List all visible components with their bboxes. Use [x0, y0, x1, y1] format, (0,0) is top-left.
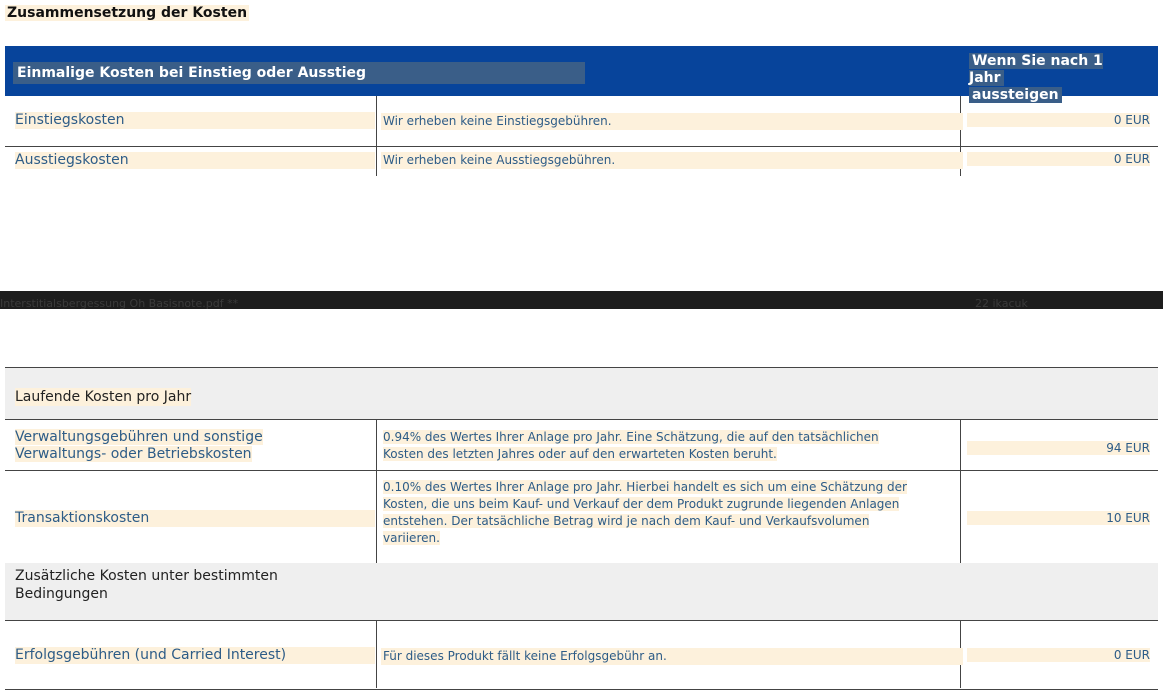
row-label-line1: Verwaltungsgebühren und sonstige	[15, 429, 263, 445]
table-row	[5, 620, 1158, 690]
desc-line: 0.10% des Wertes Ihrer Anlage pro Jahr. Hierbei handelt es sich um eine Schätzung der	[383, 480, 907, 494]
row-description: Wir erheben keine Ausstiegsgebühren.	[381, 152, 963, 169]
table-row	[5, 96, 1158, 147]
section-title: Laufende Kosten pro Jahr	[15, 389, 192, 405]
desc-line: Kosten, die uns beim Kauf- und Verkauf der dem Produkt zugrunde liegenden Anlagen	[383, 497, 900, 511]
header-label: Einmalige Kosten bei Einstieg oder Ausstieg	[13, 62, 585, 84]
row-description	[381, 479, 963, 547]
section-title-line2: Bedingungen	[15, 586, 108, 602]
row-amount: 94 EUR	[967, 441, 1150, 455]
table-row	[5, 470, 1158, 564]
viewer-page-info: 22 ikacuk	[975, 297, 1028, 309]
desc-line: Kosten des letzten Jahres oder auf den erwarteten Kosten beruht.	[383, 447, 777, 461]
row-label: Erfolgsgebühren (und Carried Interest)	[15, 647, 375, 664]
row-label: Transaktionskosten	[15, 510, 375, 527]
viewer-filename: Interstitialsbergessung Oh Basisnote.pdf **	[0, 297, 239, 309]
section-header	[5, 367, 1158, 420]
row-description	[381, 429, 963, 463]
header-column-line1: Wenn Sie nach 1 Jahr	[969, 53, 1103, 86]
desc-line: variieren.	[383, 531, 440, 545]
row-description: Wir erheben keine Einstiegsgebühren.	[381, 113, 963, 130]
row-amount: 0 EUR	[967, 113, 1150, 127]
row-label: Ausstiegskosten	[15, 152, 375, 169]
row-amount: 0 EUR	[967, 648, 1150, 662]
row-label	[15, 429, 375, 463]
row-amount: 0 EUR	[967, 152, 1150, 166]
section-title-line1: Zusätzliche Kosten unter bestimmten	[15, 568, 278, 584]
row-label: Einstiegskosten	[15, 112, 375, 129]
desc-line: entstehen. Der tatsächliche Betrag wird je nach dem Kauf- und Verkaufsvolumen	[383, 514, 870, 528]
row-description: Für dieses Produkt fällt keine Erfolgsgebühr an.	[381, 648, 963, 665]
page-title: Zusammensetzung der Kosten	[7, 5, 248, 21]
table-row	[5, 419, 1158, 471]
header-column-line2: aussteigen	[969, 87, 1062, 103]
table-header	[5, 46, 1158, 103]
table-row	[5, 147, 1158, 177]
section-title	[15, 567, 278, 603]
desc-line: 0.94% des Wertes Ihrer Anlage pro Jahr. Eine Schätzung, die auf den tatsächlichen	[383, 430, 879, 444]
viewer-toolbar	[0, 291, 1163, 309]
row-amount: 10 EUR	[967, 511, 1150, 525]
section-header	[5, 563, 1158, 620]
row-label-line2: Verwaltungs- oder Betriebskosten	[15, 446, 252, 462]
